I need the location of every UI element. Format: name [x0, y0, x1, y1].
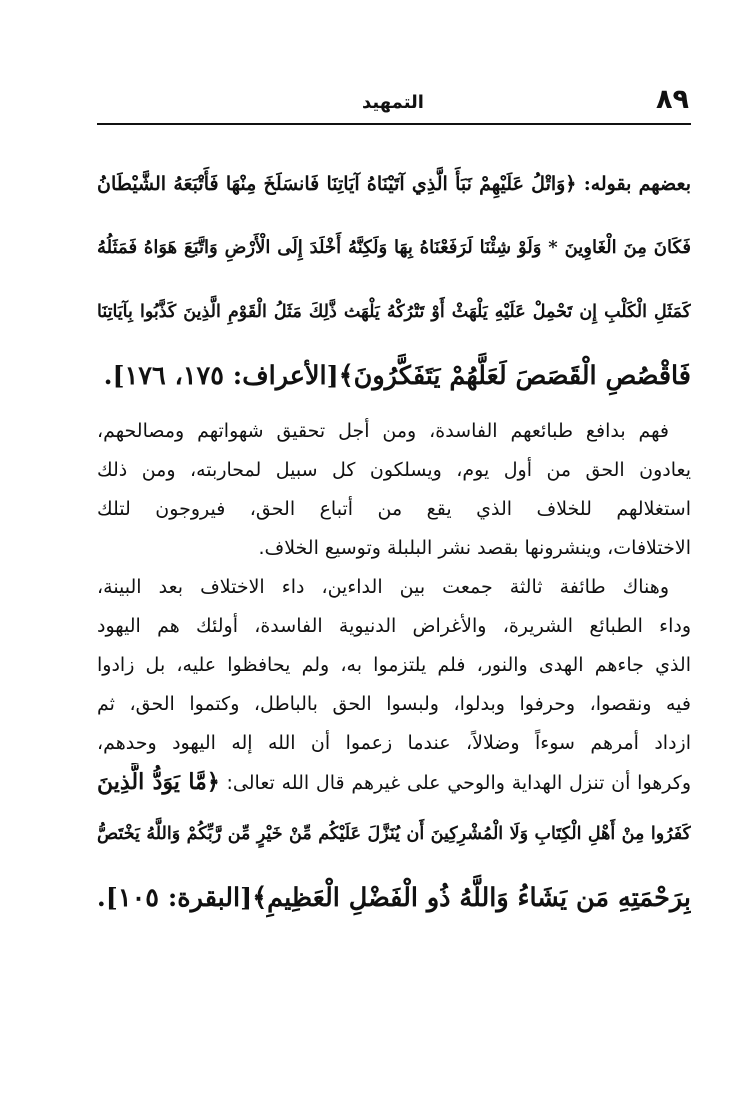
- quran-passage-al-araf: [97, 152, 691, 408]
- text-line: وداء الطبائع الشريرة، والأغراض الدنيوية الفاسدة، أولئك هم اليهود: [97, 615, 691, 637]
- text-line: الذي جاءهم الهدى والنور، فلم يلتزموا به، ولم يحافظوا عليه، بل زادوا: [97, 654, 691, 676]
- text-line: يعادون الحق من أول يوم، ويسلكون كل سبيل لمحاربته، ومن ذلك: [97, 459, 691, 481]
- intro-text: وكرهوا أن تنزل الهداية والوحي على غيرهم قال الله تعالى:: [226, 772, 691, 794]
- verse-line: بعضهم بقوله: ﴿وَاتْلُ عَلَيْهِمْ نَبَأَ الَّذِي آتَيْنَاهُ آيَاتِنَا فَانسَلَخَ مِنْهَا فَأَتْبَعَهُ الشَّيْطَانُ: [97, 173, 691, 195]
- verse-line: كَفَرُوا مِنْ أَهْلِ الْكِتَابِ وَلَا الْمُشْرِكِينَ أَن يُنَزَّلَ عَلَيْكُم مِّنْ خَيْرٍ مِّن رَّبِّكُمْ وَاللَّهُ يَخْتَصُّ: [97, 824, 691, 844]
- verse-line: بِرَحْمَتِهِ مَن يَشَاءُ وَاللَّهُ ذُو الْفَضْلِ الْعَظِيمِ﴾[البقرة: ١٠٥].: [97, 883, 691, 913]
- text-line: [97, 763, 691, 802]
- text-line: وهناك طائفة ثالثة جمعت بين الداءين، داء الاختلاف بعد البينة،: [97, 576, 669, 598]
- verse-line: فَكَانَ مِنَ الْغَاوِينَ * وَلَوْ شِئْنَا لَرَفَعْنَاهُ بِهَا وَلَكِنَّهُ أَخْلَدَ إِلَى الْأَرْضِ وَاتَّبَعَ هَوَاهُ فَمَثَلُهُ: [97, 237, 691, 258]
- text-line: ازداد أمرهم سوءاً وضلالاً، عندما زعموا أن الله إله اليهود وحدهم،: [97, 732, 691, 754]
- page-body: [97, 152, 691, 930]
- header-rule: [97, 123, 691, 125]
- quran-passage-al-baqarah: [97, 802, 691, 930]
- text-line: فهم بدافع طبائعهم الفاسدة، ومن أجل تحقيق شهواتهم ومصالحهم،: [97, 420, 669, 442]
- page-number: ٨٩: [656, 84, 689, 115]
- text-line: فيه ونقصوا، وحرفوا وبدلوا، ولبسوا الحق بالباطل، وكتموا الحق، ثم: [97, 693, 691, 715]
- paragraph: [97, 412, 691, 568]
- page-header: [97, 80, 689, 124]
- text-line: استغلالهم للخلاف الذي يقع من أتباع الحق، فيروجون لتلك: [97, 498, 691, 520]
- verse-opening: ﴿مَّا يَوَدُّ الَّذِينَ: [97, 769, 220, 795]
- verse-line: كَمَثَلِ الْكَلْبِ إِن تَحْمِلْ عَلَيْهِ يَلْهَثْ أَوْ تَتْرُكْهُ يَلْهَث ذَّلِكَ مَثَلُ الْقَوْمِ الَّذِينَ كَذَّبُوا بِآيَاتِنَا: [97, 302, 691, 322]
- verse-line: فَاقْصُصِ الْقَصَصَ لَعَلَّهُمْ يَتَفَكَّرُونَ﴾[الأعراف: ١٧٥، ١٧٦].: [103, 361, 691, 391]
- running-title: التمهيد: [362, 92, 424, 113]
- paragraph: [97, 568, 691, 802]
- text-line: الاختلافات، وينشرونها بقصد نشر البلبلة وتوسيع الخلاف.: [258, 537, 691, 559]
